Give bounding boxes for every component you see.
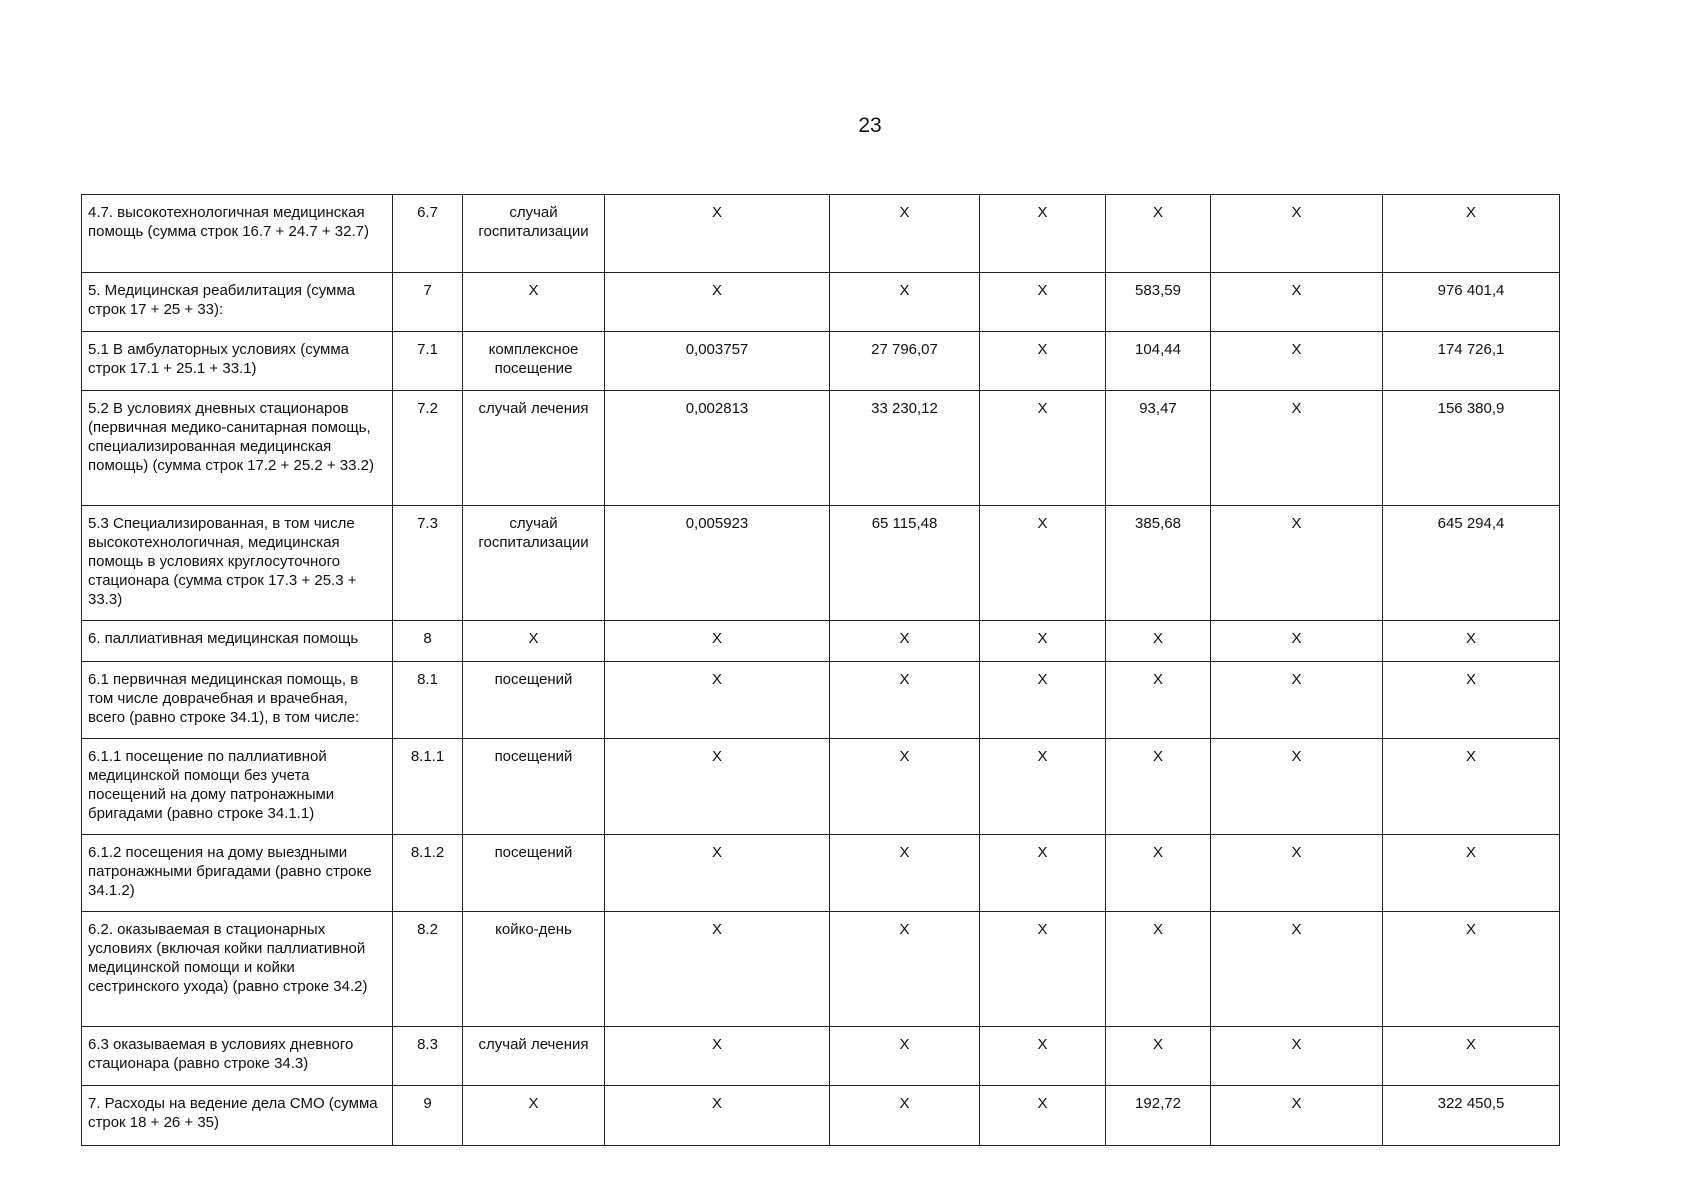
cell-value-3: X — [980, 195, 1106, 273]
table-row — [82, 912, 1560, 1027]
cell-value-3: X — [980, 506, 1106, 621]
cell-name: 7. Расходы на ведение дела СМО (сумма строк 18 + 26 + 35) — [82, 1086, 393, 1146]
cell-value-2: X — [830, 1027, 980, 1086]
cell-value-2: X — [830, 835, 980, 912]
cell-value-5: X — [1211, 195, 1383, 273]
cell-code: 6.7 — [393, 195, 463, 273]
cell-value-4: X — [1106, 1027, 1211, 1086]
cell-value-3: X — [980, 739, 1106, 835]
cell-value-6: X — [1383, 739, 1560, 835]
cell-value-2: 33 230,12 — [830, 391, 980, 506]
cell-value-6: 174 726,1 — [1383, 332, 1560, 391]
cell-value-3: X — [980, 662, 1106, 739]
cell-unit: X — [463, 1086, 605, 1146]
cell-value-4: X — [1106, 739, 1211, 835]
cell-value-2: X — [830, 662, 980, 739]
cell-value-2: 27 796,07 — [830, 332, 980, 391]
cell-value-1: X — [605, 662, 830, 739]
cell-value-3: X — [980, 912, 1106, 1027]
cell-value-5: X — [1211, 273, 1383, 332]
cell-value-4: 385,68 — [1106, 506, 1211, 621]
cell-value-4: X — [1106, 912, 1211, 1027]
cell-value-2: X — [830, 912, 980, 1027]
table-row — [82, 621, 1560, 662]
cell-value-1: X — [605, 912, 830, 1027]
cell-unit: комплексное посещение — [463, 332, 605, 391]
cell-code: 8.2 — [393, 912, 463, 1027]
cell-unit: койко-день — [463, 912, 605, 1027]
cell-value-1: X — [605, 1086, 830, 1146]
cell-name: 6. паллиативная медицинская помощь — [82, 621, 393, 662]
cell-value-3: X — [980, 1086, 1106, 1146]
table-row — [82, 662, 1560, 739]
cell-value-6: X — [1383, 621, 1560, 662]
cell-name: 5. Медицинская реабилитация (сумма строк 17 + 25 + 33): — [82, 273, 393, 332]
cell-code: 7.1 — [393, 332, 463, 391]
cell-unit: случай лечения — [463, 391, 605, 506]
cell-value-5: X — [1211, 835, 1383, 912]
cell-value-2: 65 115,48 — [830, 506, 980, 621]
cell-value-4: 192,72 — [1106, 1086, 1211, 1146]
cell-value-1: 0,003757 — [605, 332, 830, 391]
cell-value-1: X — [605, 273, 830, 332]
cell-name: 6.1 первичная медицинская помощь, в том числе доврачебная и врачебная, всего (равно строке 34.1), в том числе: — [82, 662, 393, 739]
table-row — [82, 391, 1560, 506]
cell-code: 7.3 — [393, 506, 463, 621]
cell-value-5: X — [1211, 332, 1383, 391]
cell-value-6: X — [1383, 662, 1560, 739]
cell-value-2: X — [830, 739, 980, 835]
cell-code: 7.2 — [393, 391, 463, 506]
table-row — [82, 273, 1560, 332]
cell-name: 6.1.1 посещение по паллиативной медицинской помощи без учета посещений на дому патронажными бригадами (равно строке 34.1.1) — [82, 739, 393, 835]
cell-value-3: X — [980, 391, 1106, 506]
page-number: 23 — [858, 114, 882, 137]
table-row — [82, 332, 1560, 391]
cell-code: 8.3 — [393, 1027, 463, 1086]
cell-unit: случай госпитализации — [463, 195, 605, 273]
cell-value-3: X — [980, 273, 1106, 332]
cell-name: 4.7. высокотехнологичная медицинская помощь (сумма строк 16.7 + 24.7 + 32.7) — [82, 195, 393, 273]
cell-value-1: 0,002813 — [605, 391, 830, 506]
cell-value-4: 104,44 — [1106, 332, 1211, 391]
cell-code: 8 — [393, 621, 463, 662]
cell-value-6: 156 380,9 — [1383, 391, 1560, 506]
table-row — [82, 1027, 1560, 1086]
cell-value-4: X — [1106, 662, 1211, 739]
table-row — [82, 739, 1560, 835]
cell-name: 5.2 В условиях дневных стационаров (первичная медико-санитарная помощь, специализированная медицинская помощь) (сумма строк 17.2 + 25.2 + 33.2) — [82, 391, 393, 506]
cell-code: 8.1.2 — [393, 835, 463, 912]
cell-value-6: 976 401,4 — [1383, 273, 1560, 332]
cell-unit: посещений — [463, 662, 605, 739]
cell-unit: X — [463, 621, 605, 662]
cell-value-1: 0,005923 — [605, 506, 830, 621]
cell-value-1: X — [605, 739, 830, 835]
data-table — [81, 194, 1560, 1146]
cell-value-1: X — [605, 195, 830, 273]
cell-unit: случай лечения — [463, 1027, 605, 1086]
cell-value-5: X — [1211, 912, 1383, 1027]
cell-code: 8.1 — [393, 662, 463, 739]
cell-value-1: X — [605, 1027, 830, 1086]
cell-code: 8.1.1 — [393, 739, 463, 835]
cell-value-5: X — [1211, 662, 1383, 739]
cell-value-5: X — [1211, 1027, 1383, 1086]
cell-value-3: X — [980, 332, 1106, 391]
cell-code: 9 — [393, 1086, 463, 1146]
cell-unit: случай госпитализации — [463, 506, 605, 621]
cell-value-6: 322 450,5 — [1383, 1086, 1560, 1146]
cell-value-6: X — [1383, 912, 1560, 1027]
cell-value-4: X — [1106, 835, 1211, 912]
cell-unit: посещений — [463, 739, 605, 835]
cell-value-4: X — [1106, 195, 1211, 273]
cell-value-3: X — [980, 1027, 1106, 1086]
cell-value-6: X — [1383, 195, 1560, 273]
cell-unit: посещений — [463, 835, 605, 912]
cell-value-2: X — [830, 273, 980, 332]
cell-name: 5.1 В амбулаторных условиях (сумма строк 17.1 + 25.1 + 33.1) — [82, 332, 393, 391]
cell-name: 6.3 оказываемая в условиях дневного стационара (равно строке 34.3) — [82, 1027, 393, 1086]
cell-value-6: 645 294,4 — [1383, 506, 1560, 621]
table-body — [82, 195, 1560, 1146]
cell-value-3: X — [980, 621, 1106, 662]
cell-value-3: X — [980, 835, 1106, 912]
cell-value-6: X — [1383, 1027, 1560, 1086]
cell-value-5: X — [1211, 1086, 1383, 1146]
table-row — [82, 835, 1560, 912]
cell-value-4: 93,47 — [1106, 391, 1211, 506]
cell-name: 6.2. оказываемая в стационарных условиях (включая койки паллиативной медицинской помощи и койки сестринского ухода) (равно строке 34.2) — [82, 912, 393, 1027]
cell-code: 7 — [393, 273, 463, 332]
cell-value-5: X — [1211, 621, 1383, 662]
cell-unit: X — [463, 273, 605, 332]
cell-value-5: X — [1211, 391, 1383, 506]
table-row — [82, 1086, 1560, 1146]
cell-value-6: X — [1383, 835, 1560, 912]
cell-value-5: X — [1211, 506, 1383, 621]
cell-value-2: X — [830, 621, 980, 662]
cell-value-2: X — [830, 195, 980, 273]
cell-value-5: X — [1211, 739, 1383, 835]
cell-value-1: X — [605, 835, 830, 912]
cell-value-4: X — [1106, 621, 1211, 662]
cell-name: 5.3 Специализированная, в том числе высокотехнологичная, медицинская помощь в условиях круглосуточного стационара (сумма строк 17.3 + 25.3 + 33.3) — [82, 506, 393, 621]
table-row — [82, 506, 1560, 621]
cell-value-1: X — [605, 621, 830, 662]
cell-value-2: X — [830, 1086, 980, 1146]
cell-name: 6.1.2 посещения на дому выездными патронажными бригадами (равно строке 34.1.2) — [82, 835, 393, 912]
cell-value-4: 583,59 — [1106, 273, 1211, 332]
table-row — [82, 195, 1560, 273]
